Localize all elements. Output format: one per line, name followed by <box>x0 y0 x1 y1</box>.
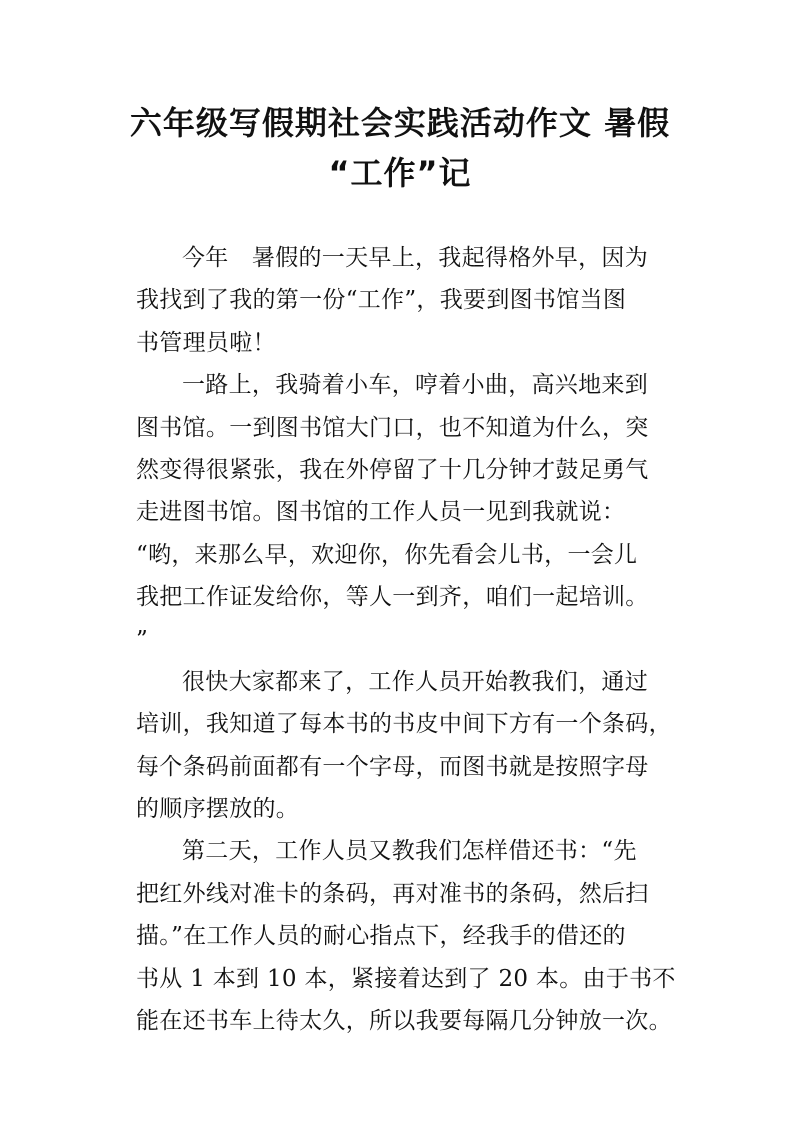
paragraph-3-line-2: 培训，我知道了每本书的书皮中间下方有一个条码， <box>136 711 672 738</box>
paragraph-4-line-2: 把红外线对准卡的条码，再对准书的条码，然后扫 <box>136 880 649 907</box>
document-body <box>136 237 676 1042</box>
document-title <box>100 98 700 198</box>
paragraph-2-line-5: “哟，来那么早，欢迎你，你先看会儿书，一会儿 <box>136 541 638 568</box>
paragraph-3-line-4: 的顺序摆放的。 <box>136 796 300 823</box>
paragraph-4-line-3: 描。”在工作人员的耐心指点下，经我手的借还的 <box>136 923 626 950</box>
paragraph-1-line-1: 今年 暑假的一天早上，我起得格外早，因为 <box>182 245 648 271</box>
title-line-2: “工作”记 <box>328 154 472 192</box>
paragraph-4-line-5: 能在还书车上待太久，所以我要每隔几分钟放一次。 <box>136 1008 672 1035</box>
paragraph-3-line-3: 每个条码前面都有一个字母，而图书就是按照字母 <box>136 753 649 780</box>
paragraph-2-line-3: 然变得很紧张，我在外停留了十几分钟才鼓足勇气 <box>136 456 649 483</box>
paragraph-2-line-7: ” <box>136 626 149 653</box>
paragraph-2-line-6: 我把工作证发给你，等人一到齐，咱们一起培训。 <box>136 584 649 611</box>
paragraph-4-line-1: 第二天，工作人员又教我们怎样借还书：“先 <box>182 838 637 865</box>
paragraph-3-line-1: 很快大家都来了，工作人员开始教我们，通过 <box>182 668 648 695</box>
paragraph-4-line-4: 书从 1 本到 10 本，紧接着达到了 20 本。由于书不 <box>136 965 676 992</box>
paragraph-2-line-2: 图书馆。一到图书馆大门口，也不知道为什么，突 <box>136 414 649 441</box>
paragraph-2-line-1: 一路上，我骑着小车，哼着小曲，高兴地来到 <box>182 372 648 399</box>
title-line-1: 六年级写假期社会实践活动作文 暑假 <box>129 104 671 142</box>
paragraph-1-line-2: 我找到了我的第一份“工作”，我要到图书馆当图 <box>136 287 627 314</box>
paragraph-2-line-4: 走进图书馆。图书馆的工作人员一见到我就说： <box>136 499 626 526</box>
paragraph-1-line-3: 书管理员啦！ <box>136 329 276 356</box>
